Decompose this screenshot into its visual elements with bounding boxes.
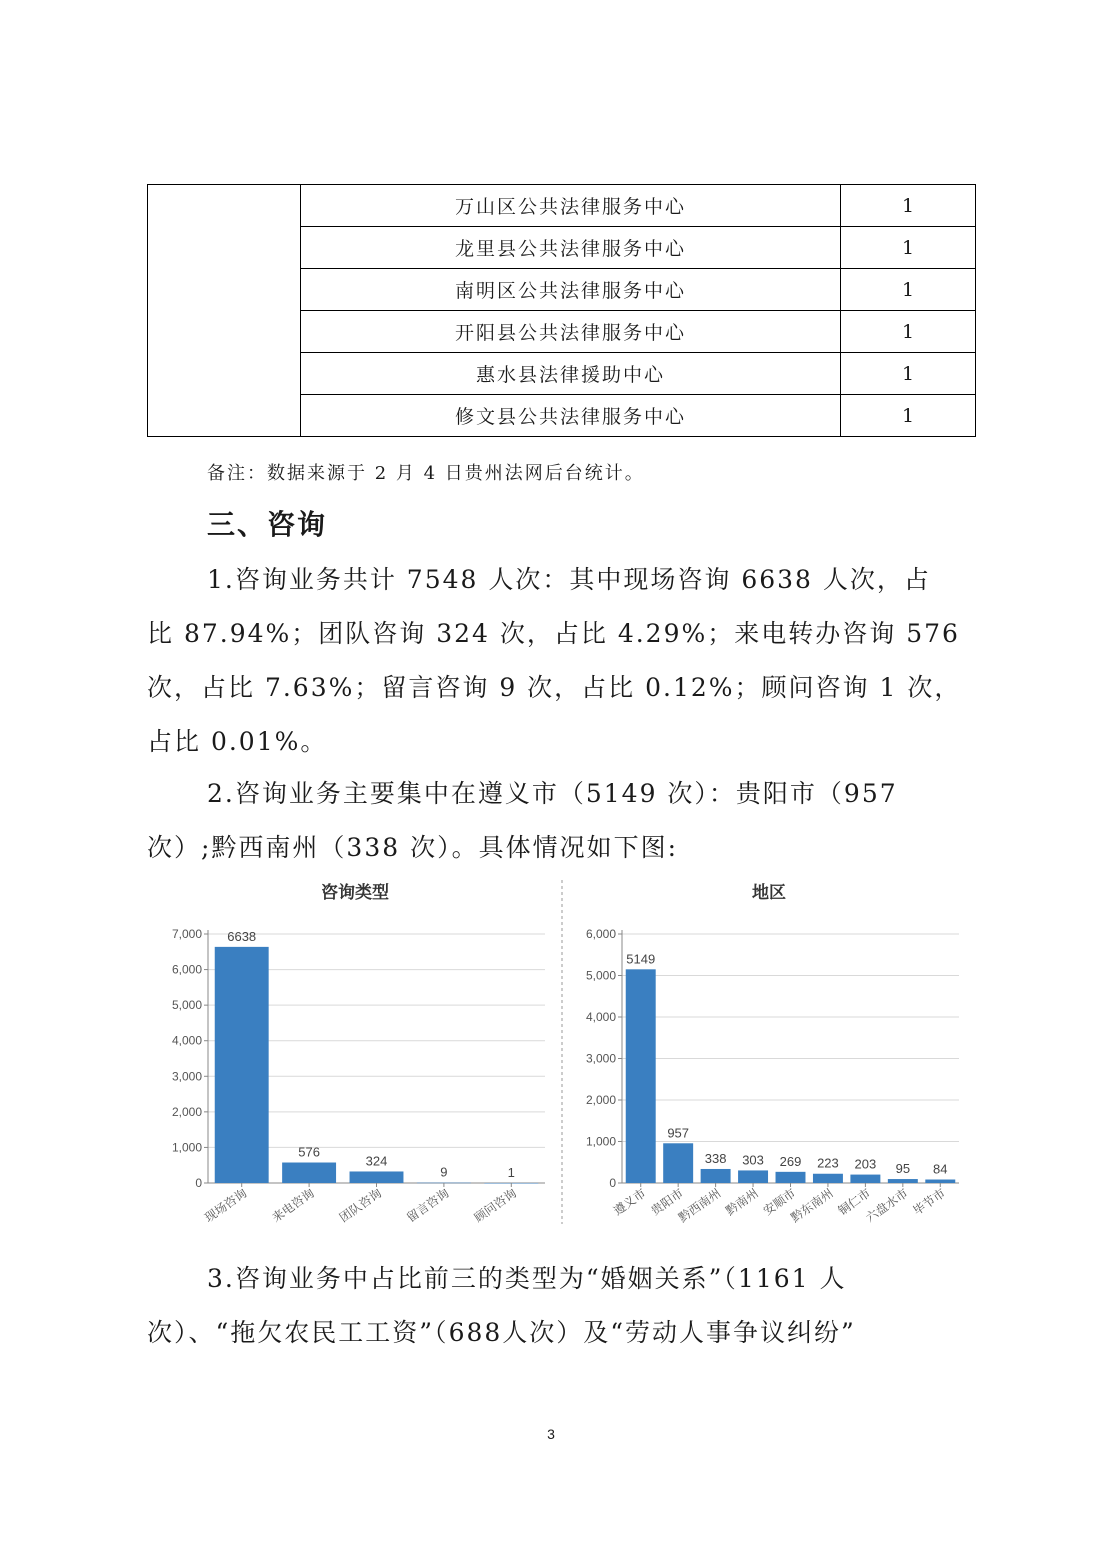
- merged-category-cell: [148, 185, 301, 437]
- data-label: 1: [507, 1164, 515, 1180]
- bar: [850, 1175, 880, 1183]
- center-name-cell: 南明区公共法律服务中心: [301, 269, 841, 311]
- x-tick-label: 留言咨询: [404, 1185, 452, 1225]
- data-label: 9: [440, 1164, 448, 1180]
- y-tick-label: 2,000: [585, 1093, 616, 1107]
- data-label: 338: [704, 1150, 727, 1166]
- bar: [350, 1171, 404, 1183]
- chart-title: 地区: [752, 883, 786, 902]
- data-source-note: 备注：数据来源于 2 月 4 日贵州法网后台统计。: [207, 463, 645, 484]
- bar: [663, 1143, 693, 1183]
- paragraph-line: 次，占比 7.63%；留言咨询 9 次，占比 0.12%；顾问咨询 1 次，: [147, 673, 962, 702]
- x-tick-label: 团队咨询: [336, 1185, 385, 1225]
- data-label: 303: [742, 1152, 764, 1168]
- bar: [626, 969, 656, 1183]
- paragraph-line: 占比 0.01%。: [147, 727, 328, 756]
- y-tick-label: 7,000: [171, 927, 202, 941]
- center-name-cell: 开阳县公共法律服务中心: [301, 311, 841, 353]
- count-cell: 1: [841, 311, 976, 353]
- bar: [888, 1179, 918, 1183]
- x-tick-label: 黔南州: [723, 1185, 761, 1219]
- count-cell: 1: [841, 353, 976, 395]
- y-tick-label: 5,000: [585, 968, 616, 983]
- paragraph-line: 比 87.94%；团队咨询 324 次，占比 4.29%；来电转办咨询 576: [147, 619, 960, 648]
- paragraph-line: 次）;黔西南州（338 次）。具体情况如下图:: [147, 833, 679, 862]
- x-tick-label: 贵阳市: [648, 1185, 686, 1219]
- data-label: 84: [933, 1161, 948, 1177]
- data-label: 203: [854, 1156, 877, 1172]
- bar: [282, 1163, 336, 1183]
- y-tick-label: 4,000: [585, 1010, 616, 1024]
- y-tick-label: 5,000: [171, 998, 202, 1013]
- x-tick-label: 来电咨询: [269, 1185, 317, 1225]
- y-tick-label: 2,000: [171, 1104, 202, 1119]
- charts-figure: [147, 878, 976, 1228]
- count-cell: 1: [841, 269, 976, 311]
- y-tick-label: 3,000: [171, 1069, 202, 1084]
- data-label: 576: [298, 1144, 320, 1160]
- y-tick-label: 0: [609, 1176, 616, 1190]
- data-label: 324: [365, 1153, 388, 1169]
- data-label: 5149: [626, 951, 656, 967]
- center-name-cell: 修文县公共法律服务中心: [301, 395, 841, 437]
- y-tick-label: 1,000: [585, 1134, 616, 1149]
- y-tick-label: 6,000: [171, 962, 202, 977]
- data-label: 6638: [227, 928, 257, 944]
- center-name-cell: 龙里县公共法律服务中心: [301, 227, 841, 269]
- paragraph-line: 3.咨询业务中占比前三的类型为“婚姻关系”（1161 人: [207, 1264, 847, 1293]
- x-tick-label: 现场咨询: [202, 1185, 250, 1225]
- x-tick-label: 黔东南州: [788, 1185, 836, 1225]
- x-tick-label: 铜仁市: [835, 1185, 874, 1219]
- count-cell: 1: [841, 395, 976, 437]
- center-name-cell: 惠水县法律援助中心: [301, 353, 841, 395]
- x-tick-label: 遵义市: [610, 1185, 649, 1219]
- service-center-table: [147, 184, 976, 437]
- bar: [776, 1172, 806, 1183]
- center-name-cell: 万山区公共法律服务中心: [301, 185, 841, 227]
- data-label: 269: [779, 1153, 802, 1169]
- bar: [701, 1169, 731, 1183]
- count-cell: 1: [841, 227, 976, 269]
- section-heading: 三、咨询: [207, 508, 328, 541]
- page-number: 3: [547, 1426, 555, 1442]
- bar: [215, 947, 269, 1183]
- y-tick-label: 3,000: [585, 1051, 616, 1066]
- y-tick-label: 6,000: [585, 927, 616, 941]
- table-row: [148, 185, 976, 227]
- paragraph-line: 1.咨询业务共计 7548 人次：其中现场咨询 6638 人次，占: [207, 565, 931, 594]
- y-tick-label: 4,000: [171, 1033, 202, 1048]
- data-label: 95: [895, 1161, 911, 1177]
- x-tick-label: 毕节市: [910, 1185, 948, 1219]
- x-tick-label: 黔西南州: [675, 1185, 724, 1225]
- count-cell: 1: [841, 185, 976, 227]
- x-tick-label: 安顺市: [760, 1185, 799, 1219]
- paragraph-line: 2.咨询业务主要集中在遵义市（5149 次）：贵阳市（957: [207, 779, 898, 808]
- bar: [813, 1174, 843, 1183]
- data-label: 223: [817, 1155, 839, 1171]
- data-label: 957: [667, 1125, 690, 1141]
- chart-title: 咨询类型: [321, 883, 389, 902]
- bar: [925, 1180, 955, 1183]
- x-tick-label: 六盘水市: [863, 1185, 911, 1225]
- bar: [738, 1170, 768, 1183]
- x-tick-label: 顾问咨询: [471, 1185, 520, 1225]
- y-tick-label: 1,000: [171, 1140, 202, 1155]
- paragraph-line: 次）、“拖欠农民工工资”（688人次）及“劳动人事争议纠纷”: [147, 1318, 856, 1347]
- y-tick-label: 0: [195, 1176, 202, 1190]
